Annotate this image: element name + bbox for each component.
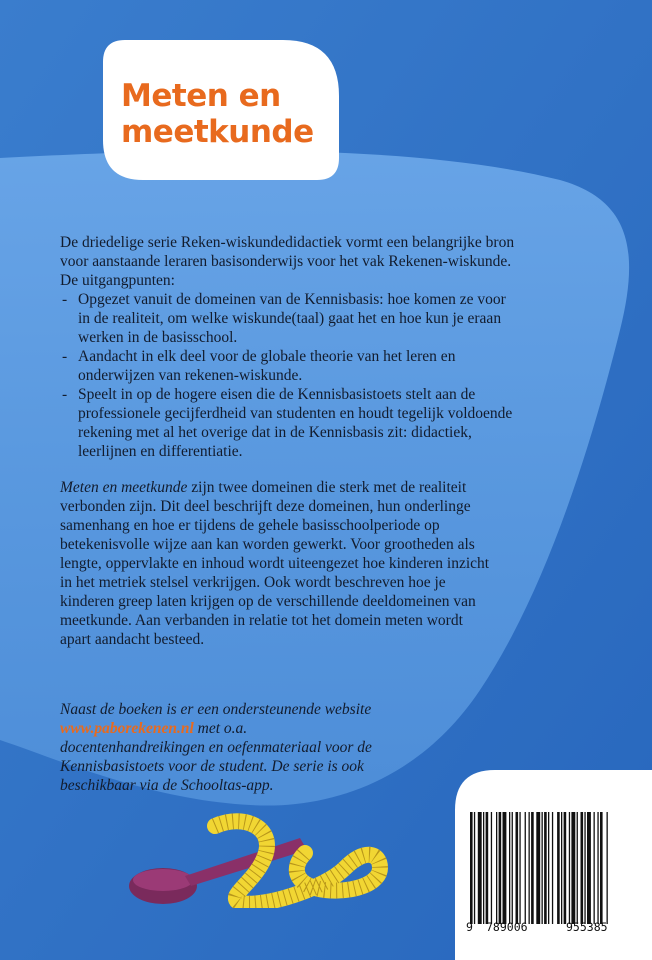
barcode-bar: [584, 812, 585, 924]
barcode-digits: [466, 920, 644, 936]
intro-section: [60, 233, 516, 461]
barcode-bar: [496, 812, 497, 924]
barcode-bar: [536, 812, 540, 924]
book-title: [121, 78, 314, 150]
barcode-bar: [516, 812, 519, 924]
barcode: [470, 812, 640, 924]
barcode-bar: [525, 812, 526, 924]
barcode-digit-first: 9: [466, 920, 473, 934]
intro-paragraph: De driedelige serie Reken-wiskundedidactiek vormt een belangrijke bron voor aanstaande leraren basisonderwijs voor het vak Rekenen-wiskunde. De uitgangpunten:: [60, 234, 515, 289]
principles-list: [60, 290, 516, 461]
barcode-bar: [491, 812, 492, 924]
barcode-bar: [564, 812, 567, 924]
barcode-bar: [577, 812, 578, 924]
title-card: [103, 40, 339, 180]
barcode-bar: [544, 812, 547, 924]
description-section: [60, 478, 490, 649]
barcode-bar: [561, 812, 562, 924]
principle-item: - Aandacht in elk deel voor de globale theorie van het leren en onderwijzen van rekenen-wiskunde.: [60, 347, 516, 385]
barcode-bar: [571, 812, 575, 924]
barcode-digits-right: 955385: [566, 920, 608, 934]
barcode-bar: [594, 812, 595, 924]
barcode-bar: [503, 812, 507, 924]
book-title-line-1: Meten en: [121, 78, 281, 114]
book-title-line-2: meetkunde: [121, 114, 314, 150]
barcode-bar: [542, 812, 543, 924]
barcode-bar: [483, 812, 484, 924]
barcode-digits-left: 789006: [486, 920, 528, 934]
barcode-bar: [499, 812, 502, 924]
website-section: [60, 700, 390, 795]
barcode-bar: [607, 812, 608, 924]
barcode-bar: [569, 812, 570, 924]
measuring-tape-and-spoon-illustration: [125, 808, 390, 908]
barcode-bar: [548, 812, 549, 924]
barcode-bar: [474, 812, 475, 924]
website-text-after: met o.a. docentenhandreikingen en oefenmateriaal voor de Kennisbasistoets voor de student. De serie is ook beschikbaar via de Schooltas-app.: [60, 720, 372, 794]
barcode-bar: [581, 812, 584, 924]
description-text: zijn twee domeinen die sterk met de realiteit verbonden zijn. Dit deel beschrijft deze domeinen, hun onderlinge samenhang en hoe er tijdens de gehele basisschoolperiode op betekenisvolle wijze aan kan worden gewerkt. Voor grootheden als lengte, oppervlakte en inhoud wordt uiteengezet hoe kinderen inzicht in het metriek stelsel verkrijgen. Ook wordt beschreven hoe je kinderen greep laten krijgen op de verschillende deeldomeinen van meetkunde. Aan verbanden in relatie tot het domein meten wordt apart aandacht besteed.: [60, 479, 490, 648]
barcode-bar: [519, 812, 520, 924]
barcode-bar: [512, 812, 513, 924]
barcode-bar: [531, 812, 534, 924]
website-link[interactable]: www.paborekenen.nl: [60, 720, 194, 737]
barcode-bar: [552, 812, 553, 924]
barcode-bar: [557, 812, 560, 924]
principle-item: - Speelt in op de hogere eisen die de Kennisbasistoets stelt aan de professionele gecijferdheid van studenten en houdt tegelijk voldoende rekening met al het overige dat in de Kennisbasis zit: didactiek, leerlijnen en differentiatie.: [60, 385, 516, 461]
website-paragraph: [60, 700, 390, 795]
barcode-bar: [600, 812, 603, 924]
description-title-italic: Meten en meetkunde: [60, 479, 188, 496]
barcode-bar: [597, 812, 598, 924]
principle-item: - Opgezet vanuit de domeinen van de Kennisbasis: hoe komen ze voor in de realiteit, om welke wiskunde(taal) gaat het en hoe kun je eraan werken in de basisschool.: [60, 290, 516, 347]
barcode-bar: [587, 812, 591, 924]
barcode-bar: [470, 812, 473, 924]
barcode-bar: [478, 812, 482, 924]
barcode-bar: [486, 812, 489, 924]
website-text-before: Naast de boeken is er een ondersteunende website: [60, 701, 372, 718]
barcode-bar: [529, 812, 530, 924]
description-paragraph: [60, 478, 490, 649]
barcode-bar: [509, 812, 510, 924]
